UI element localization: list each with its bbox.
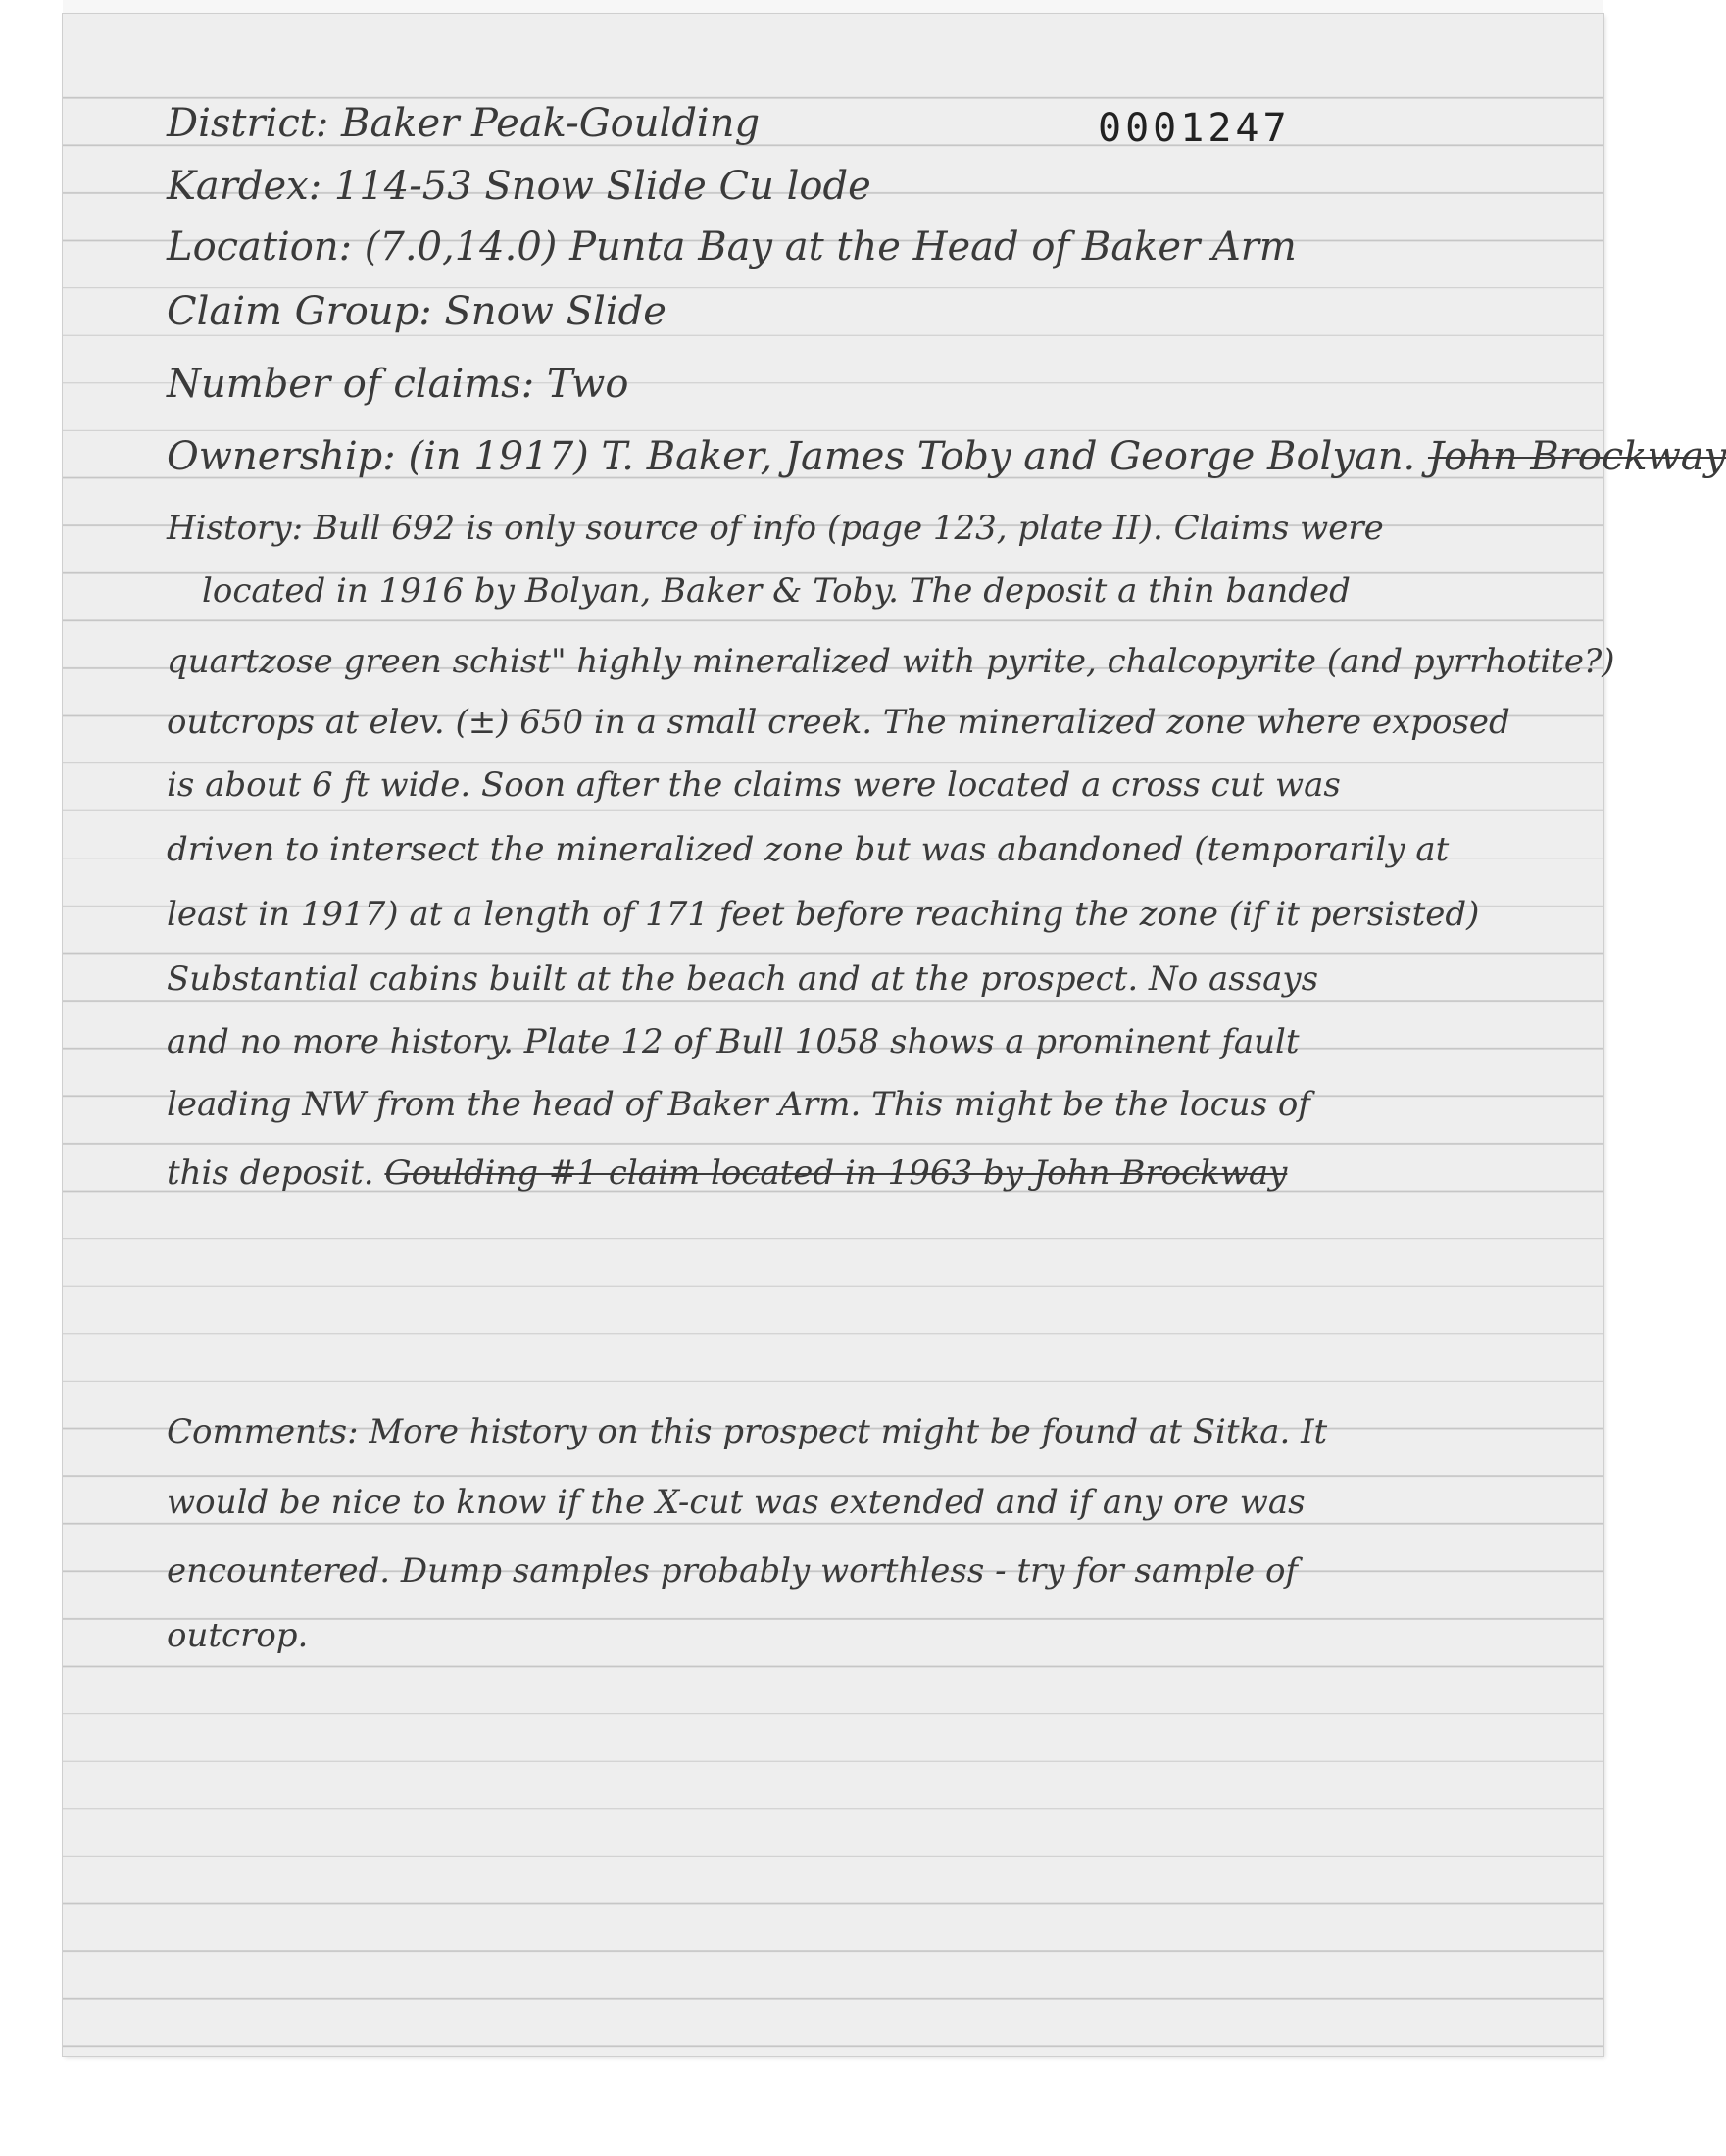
history-line: History: Bull 692 is only source of info (page 123, plate II). Claims were <box>167 509 1384 548</box>
ownership-line <box>167 434 1726 479</box>
history-line: least in 1917) at a length of 171 feet before reaching the zone (if it persisted) <box>167 895 1480 934</box>
ownership-struck-text: John Brockway <box>1427 434 1726 479</box>
history-line: and no more history. Plate 12 of Bull 1058 shows a prominent fault <box>167 1022 1300 1061</box>
comments-line: Comments: More history on this prospect might be found at Sitka. It <box>167 1412 1328 1451</box>
kardex-line: Kardex: 114-53 Snow Slide Cu lode <box>167 164 871 209</box>
history-line: Substantial cabins built at the beach and at the prospect. No assays <box>167 959 1319 999</box>
comments-line: would be nice to know if the X-cut was extended and if any ore was <box>167 1483 1306 1522</box>
history-struck-text: Goulding #1 claim located in 1963 by John Brockway <box>384 1153 1288 1193</box>
location-line: Location: (7.0,14.0) Punta Bay at the Head of Baker Arm <box>167 224 1297 270</box>
history-line: outcrops at elev. (±) 650 in a small creek. The mineralized zone where exposed <box>167 703 1510 742</box>
history-line: leading NW from the head of Baker Arm. This might be the locus of <box>167 1085 1310 1124</box>
number-of-claims-line: Number of claims: Two <box>167 362 629 407</box>
scan-top-margin <box>63 0 1603 14</box>
history-last-text: this deposit. <box>167 1153 374 1193</box>
history-line: quartzose green schist" highly mineralized with pyrite, chalcopyrite (and pyrrhotite?) <box>167 642 1615 681</box>
ownership-text: Ownership: (in 1917) T. Baker, James Toby and George Bolyan. <box>167 434 1416 479</box>
district-line: District: Baker Peak-Goulding <box>167 101 761 146</box>
document-number-stamp: 0001247 <box>1098 106 1291 151</box>
history-line: located in 1916 by Bolyan, Baker & Toby. The deposit a thin banded <box>202 571 1351 611</box>
comments-line: outcrop. <box>167 1616 309 1655</box>
history-line: is about 6 ft wide. Soon after the claims were located a cross cut was <box>167 765 1341 805</box>
claim-group-line: Claim Group: Snow Slide <box>167 289 666 334</box>
history-last-line <box>167 1153 1288 1193</box>
history-line: driven to intersect the mineralized zone but was abandoned (temporarily at <box>167 830 1450 869</box>
comments-line: encountered. Dump samples probably worthless - try for sample of <box>167 1551 1298 1591</box>
